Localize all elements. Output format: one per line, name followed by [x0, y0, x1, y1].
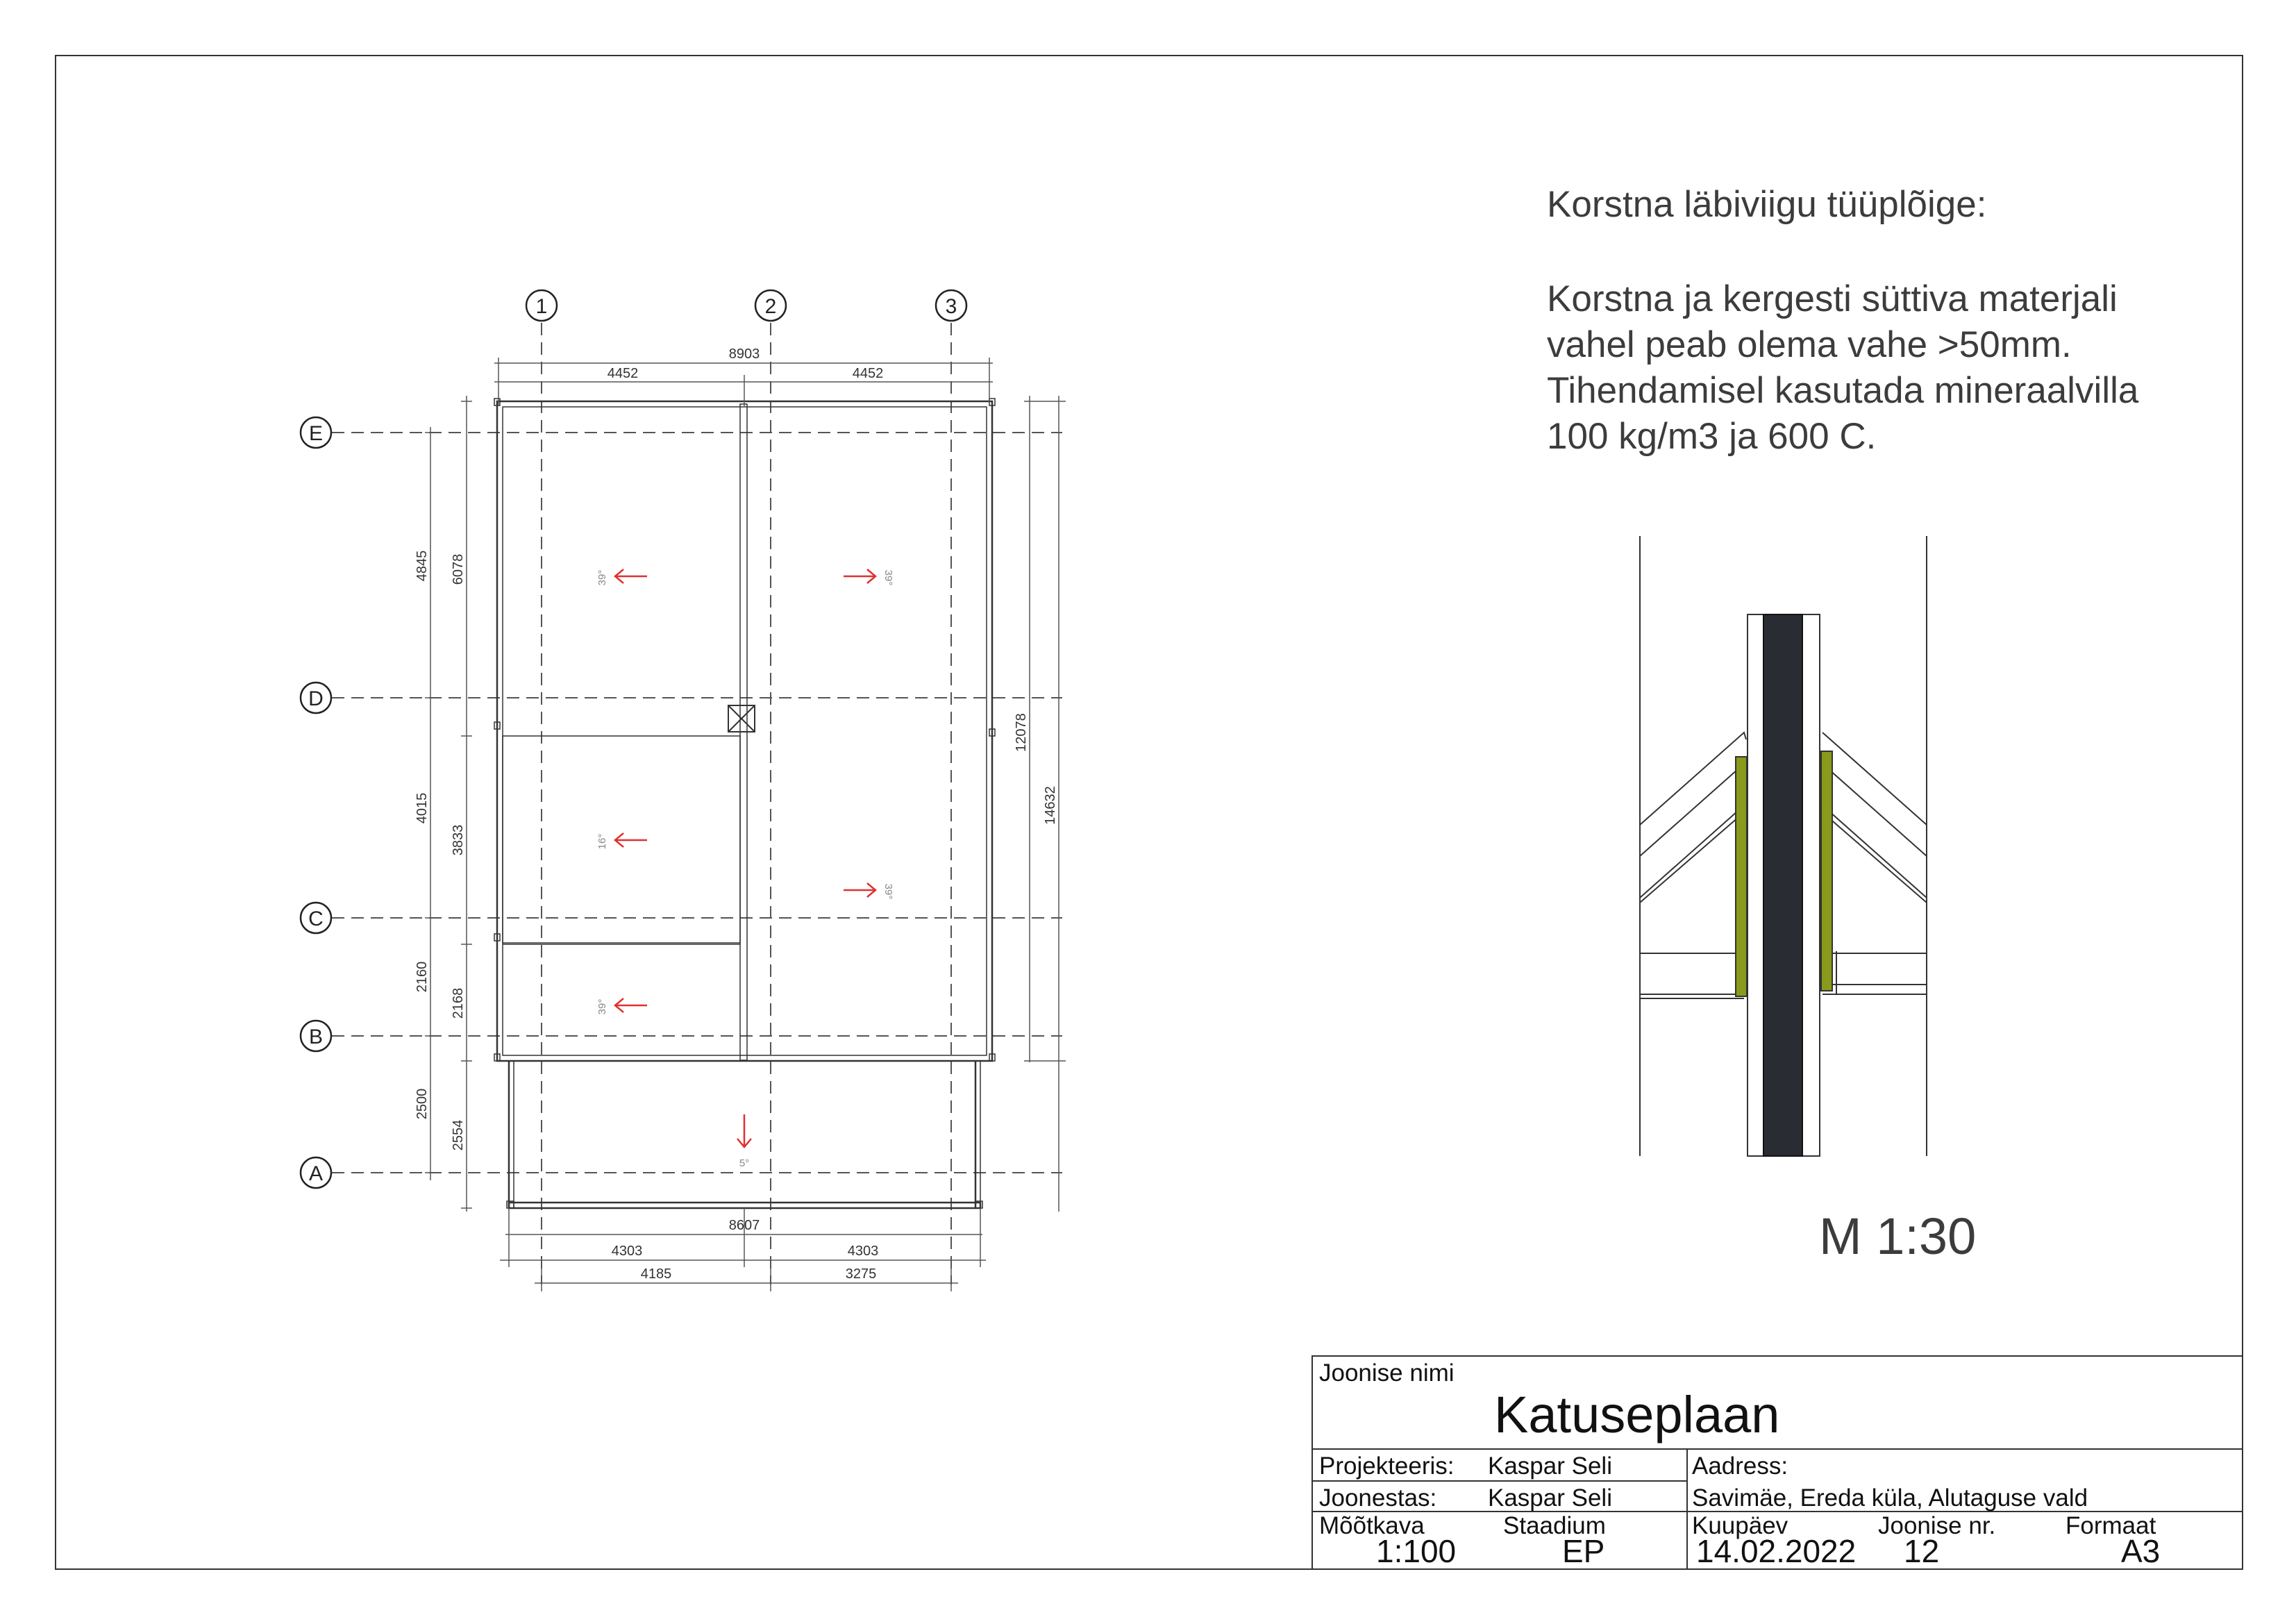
tb-address: Savimäe, Ereda küla, Alutaguse vald: [1692, 1484, 2088, 1512]
grid-row-label-d: D: [308, 687, 324, 710]
slope-label-2: 39°: [882, 569, 894, 586]
insulation-right: [1821, 751, 1832, 991]
dim-top-overall: 8903: [728, 346, 760, 362]
grid-row-label-a: A: [308, 1162, 324, 1185]
tb-scale-label: Mõõtkava: [1319, 1512, 1425, 1539]
grid-col-label-3: 3: [945, 295, 957, 318]
detail-scale-label: M 1:30: [1819, 1207, 1977, 1265]
dim-left-inner-4: 2554: [451, 1119, 466, 1151]
tb-format: A3: [2121, 1533, 2161, 1569]
tb-designer-label: Projekteeris:: [1319, 1453, 1455, 1480]
slope-label-4: 39°: [882, 883, 894, 900]
slope-label-3: 16°: [596, 833, 608, 850]
dimension-lines: [425, 358, 1066, 1291]
grid-lines: [332, 323, 1062, 1284]
chimney-flue: [1763, 614, 1802, 1156]
grid-col-label-2: 2: [764, 295, 777, 318]
tb-stage-label: Staadium: [1503, 1512, 1606, 1539]
dim-left-outer-1: 4845: [414, 550, 430, 582]
tb-stage: EP: [1562, 1533, 1605, 1569]
roof-plan: [301, 290, 1066, 1291]
tb-sheet-no: 12: [1904, 1533, 1940, 1569]
chimney-note-line-3: Tihendamisel kasutada mineraalvilla: [1547, 370, 2139, 411]
dim-left-inner-3: 2168: [451, 987, 466, 1019]
tb-date-label: Kuupäev: [1692, 1512, 1788, 1539]
tb-drawing-name: Katuseplaan: [1494, 1386, 1780, 1443]
grid-row-label-c: C: [308, 907, 324, 930]
chimney-note-line-2: vahel peab olema vahe >50mm.: [1547, 324, 2072, 365]
tb-name-label: Joonise nimi: [1319, 1359, 1455, 1387]
tb-address-label: Aadress:: [1692, 1453, 1788, 1480]
grid-row-label-b: B: [308, 1026, 324, 1048]
tb-format-label: Formaat: [2065, 1512, 2156, 1539]
dim-left-outer-2: 4015: [414, 792, 430, 824]
chimney-note-title: Korstna läbiviigu tüüplõige:: [1547, 184, 1987, 225]
tb-date: 14.02.2022: [1696, 1533, 1857, 1569]
insulation-left: [1736, 757, 1747, 996]
slope-label-6: 5°: [739, 1157, 750, 1169]
plan-labels: [308, 295, 1058, 1282]
grid-row-label-e: E: [308, 422, 324, 445]
chimney-detail: [1640, 536, 1927, 1156]
chimney-symbol: [728, 705, 755, 732]
dim-right-outer: 14632: [1043, 786, 1058, 825]
dim-top-left: 4452: [607, 366, 639, 381]
tb-drafter-label: Joonestas:: [1319, 1484, 1437, 1512]
slope-label-5: 39°: [596, 998, 608, 1015]
roof-outline: [494, 399, 995, 1208]
dim-left-inner-1: 6078: [451, 553, 466, 585]
tb-drafter: Kaspar Seli: [1488, 1484, 1612, 1512]
tb-scale: 1:100: [1376, 1533, 1457, 1569]
dim-bottom-overall: 8607: [728, 1218, 760, 1233]
chimney-note-line-4: 100 kg/m3 ja 600 C.: [1547, 416, 1877, 457]
dim-bottom-row1-right: 4303: [847, 1244, 879, 1259]
slope-label-1: 39°: [596, 569, 608, 586]
tb-sheet-no-label: Joonise nr.: [1878, 1512, 1996, 1539]
tb-designer: Kaspar Seli: [1488, 1453, 1612, 1480]
dim-left-inner-2: 3833: [451, 824, 466, 856]
dim-bottom-row2-right: 3275: [845, 1266, 877, 1282]
grid-bubbles: [301, 290, 966, 1188]
dim-right-inner: 12078: [1014, 713, 1029, 752]
dim-bottom-row2-left: 4185: [640, 1266, 672, 1282]
grid-col-label-1: 1: [535, 295, 548, 318]
dim-top-right: 4452: [852, 366, 884, 381]
dim-bottom-row1-left: 4303: [611, 1244, 643, 1259]
dim-left-outer-4: 2500: [414, 1088, 430, 1120]
dim-left-outer-3: 2160: [414, 961, 430, 993]
chimney-note-line-1: Korstna ja kergesti süttiva materjali: [1547, 278, 2118, 319]
